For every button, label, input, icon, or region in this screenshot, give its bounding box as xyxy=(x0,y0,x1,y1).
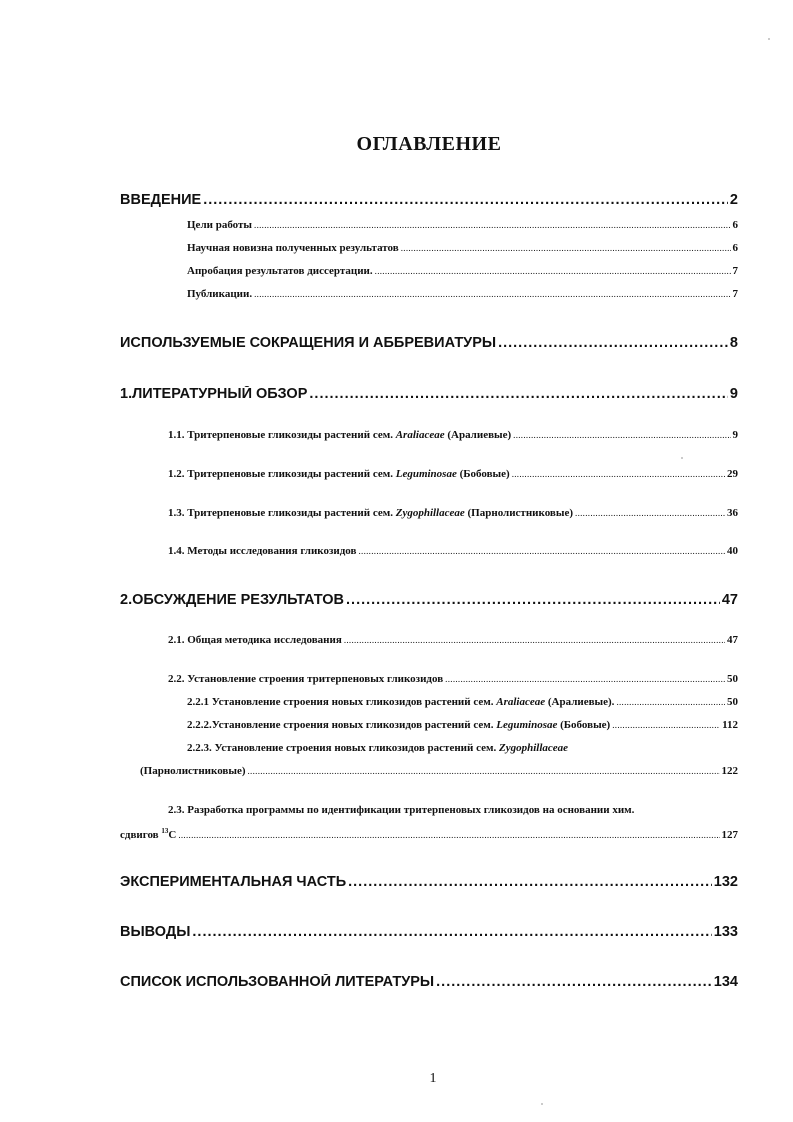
dot-leader xyxy=(401,243,731,253)
toc-entry-label: 2.ОБСУЖДЕНИЕ РЕЗУЛЬТАТОВ xyxy=(120,592,345,608)
dot-leader xyxy=(512,469,725,479)
toc-entry-1-2[interactable] xyxy=(168,468,738,484)
toc-entry-label: 1.ЛИТЕРАТУРНЫЙ ОБЗОР xyxy=(120,386,308,402)
dot-leader xyxy=(575,508,725,518)
toc-page-number: 36 xyxy=(727,507,738,519)
toc-page-number: 40 xyxy=(727,545,738,557)
toc-entry-references[interactable] xyxy=(120,974,738,994)
toc-entry-publications[interactable] xyxy=(187,288,738,304)
toc-page-number: 134 xyxy=(713,974,738,990)
toc-page-number: 50 xyxy=(727,696,738,708)
toc-entry-label: сдвигов $^{13}$С xyxy=(120,827,177,841)
toc-entry-label: 1.4. Методы исследования гликозидов xyxy=(168,545,357,557)
toc-entry-abbreviations[interactable] xyxy=(120,335,738,355)
dot-leader xyxy=(309,386,728,402)
toc-page-number: 133 xyxy=(713,924,738,940)
toc-entry-label: 1.1. Тритерпеновые гликозиды растений сем. Araliaceae (Аралиевые) xyxy=(168,429,512,441)
dot-leader xyxy=(254,289,730,299)
toc-entry-2-2[interactable] xyxy=(168,673,738,689)
dot-leader xyxy=(375,266,731,276)
dot-leader xyxy=(612,720,720,730)
toc-entry-label: 2.2.1 Установление строения новых гликозидов растений сем. Araliaceae (Аралиевые). xyxy=(187,696,615,708)
scan-speck xyxy=(768,38,770,40)
dot-leader xyxy=(445,674,725,684)
toc-entry-label: Цели работы xyxy=(187,219,253,231)
toc-entry-2-1[interactable] xyxy=(168,634,738,650)
toc-entry-label: 2.2.2.Установление строения новых гликозидов растений сем. Leguminosae (Бобовые) xyxy=(187,719,611,731)
toc-entry-1-3[interactable] xyxy=(168,507,738,523)
toc-page-number: 7 xyxy=(732,288,738,300)
toc-entry-label: 2.2. Установление строения тритерпеновых гликозидов xyxy=(168,673,444,685)
dot-leader xyxy=(178,830,719,840)
dot-leader xyxy=(192,924,711,940)
dot-leader xyxy=(346,592,720,608)
toc-entry-label: Апробация результатов диссертации. xyxy=(187,265,373,277)
toc-entry-1-4[interactable] xyxy=(168,545,738,561)
toc-entry-literature-review[interactable] xyxy=(120,386,738,406)
toc-entry-2-2-2[interactable] xyxy=(187,719,738,735)
toc-page-number: 47 xyxy=(727,634,738,646)
toc-entry-approbation[interactable] xyxy=(187,265,738,281)
toc-page-number: 29 xyxy=(727,468,738,480)
toc-entry-label: ВВЕДЕНИЕ xyxy=(120,192,202,208)
toc-page-number: 2 xyxy=(729,192,738,208)
toc-entry-label: Публикации. xyxy=(187,288,253,300)
toc-page-number: 6 xyxy=(732,242,738,254)
toc-entry-1-1[interactable] xyxy=(168,429,738,445)
toc-page-number: 6 xyxy=(732,219,738,231)
dot-leader xyxy=(616,697,725,707)
dot-leader xyxy=(436,974,712,990)
scan-speck xyxy=(541,1103,543,1105)
toc-entry-2-2-3[interactable] xyxy=(140,765,738,781)
toc-entry-label: ЭКСПЕРИМЕНТАЛЬНАЯ ЧАСТЬ xyxy=(120,874,347,890)
toc-page-number: 9 xyxy=(729,386,738,402)
toc-entry-conclusions[interactable] xyxy=(120,924,738,944)
toc-entry-2-2-1[interactable] xyxy=(187,696,738,712)
toc-page-number: 132 xyxy=(713,874,738,890)
toc-entry-intro[interactable] xyxy=(120,192,738,212)
toc-page-number: 112 xyxy=(722,719,738,731)
toc-entry-2-3[interactable] xyxy=(120,827,738,843)
dot-leader xyxy=(348,874,712,890)
page-title: ОГЛАВЛЕНИЕ xyxy=(356,133,502,155)
toc-page-number: 8 xyxy=(729,335,738,351)
toc-entry-label: 2.1. Общая методика исследования xyxy=(168,634,342,646)
toc-entry-experimental[interactable] xyxy=(120,874,738,894)
toc-entry-novelty[interactable] xyxy=(187,242,738,258)
dot-leader xyxy=(248,766,720,776)
toc-entry-label: СПИСОК ИСПОЛЬЗОВАННОЙ ЛИТЕРАТУРЫ xyxy=(120,974,435,990)
toc-entry-2-2-3-line1[interactable]: 2.2.3. Установление строения новых гликозидов растений сем. Zygophillaceae xyxy=(187,742,569,754)
dot-leader xyxy=(513,430,730,440)
toc-entry-label: (Парнолистниковые) xyxy=(140,765,246,777)
toc-entry-results[interactable] xyxy=(120,592,738,612)
toc-page-number: 47 xyxy=(721,592,738,608)
toc-entry-2-3-line1[interactable]: 2.3. Разработка программы по идентификации тритерпеновых гликозидов на основании хим. xyxy=(168,804,635,816)
dot-leader xyxy=(203,192,728,208)
toc-entry-label: ИСПОЛЬЗУЕМЫЕ СОКРАЩЕНИЯ И АББРЕВИАТУРЫ xyxy=(120,335,497,351)
toc-page-number: 50 xyxy=(727,673,738,685)
toc-page-number: 122 xyxy=(721,765,738,777)
scan-speck xyxy=(681,457,683,459)
dot-leader xyxy=(498,335,728,351)
page-number: 1 xyxy=(429,1071,437,1086)
toc-entry-goals[interactable] xyxy=(187,219,738,235)
dot-leader xyxy=(358,546,725,556)
dot-leader xyxy=(344,635,725,645)
toc-page-number: 9 xyxy=(732,429,738,441)
toc-entry-label: Научная новизна полученных результатов xyxy=(187,242,399,254)
dot-leader xyxy=(254,220,730,230)
toc-entry-label: 1.2. Тритерпеновые гликозиды растений сем. Leguminosae (Бобовые) xyxy=(168,468,510,480)
toc-page-number: 127 xyxy=(721,829,738,841)
toc-entry-label: 1.3. Тритерпеновые гликозиды растений сем. Zygophillaceae (Парнолистниковые) xyxy=(168,507,574,519)
toc-entry-label: ВЫВОДЫ xyxy=(120,924,191,940)
toc-page-number: 7 xyxy=(732,265,738,277)
